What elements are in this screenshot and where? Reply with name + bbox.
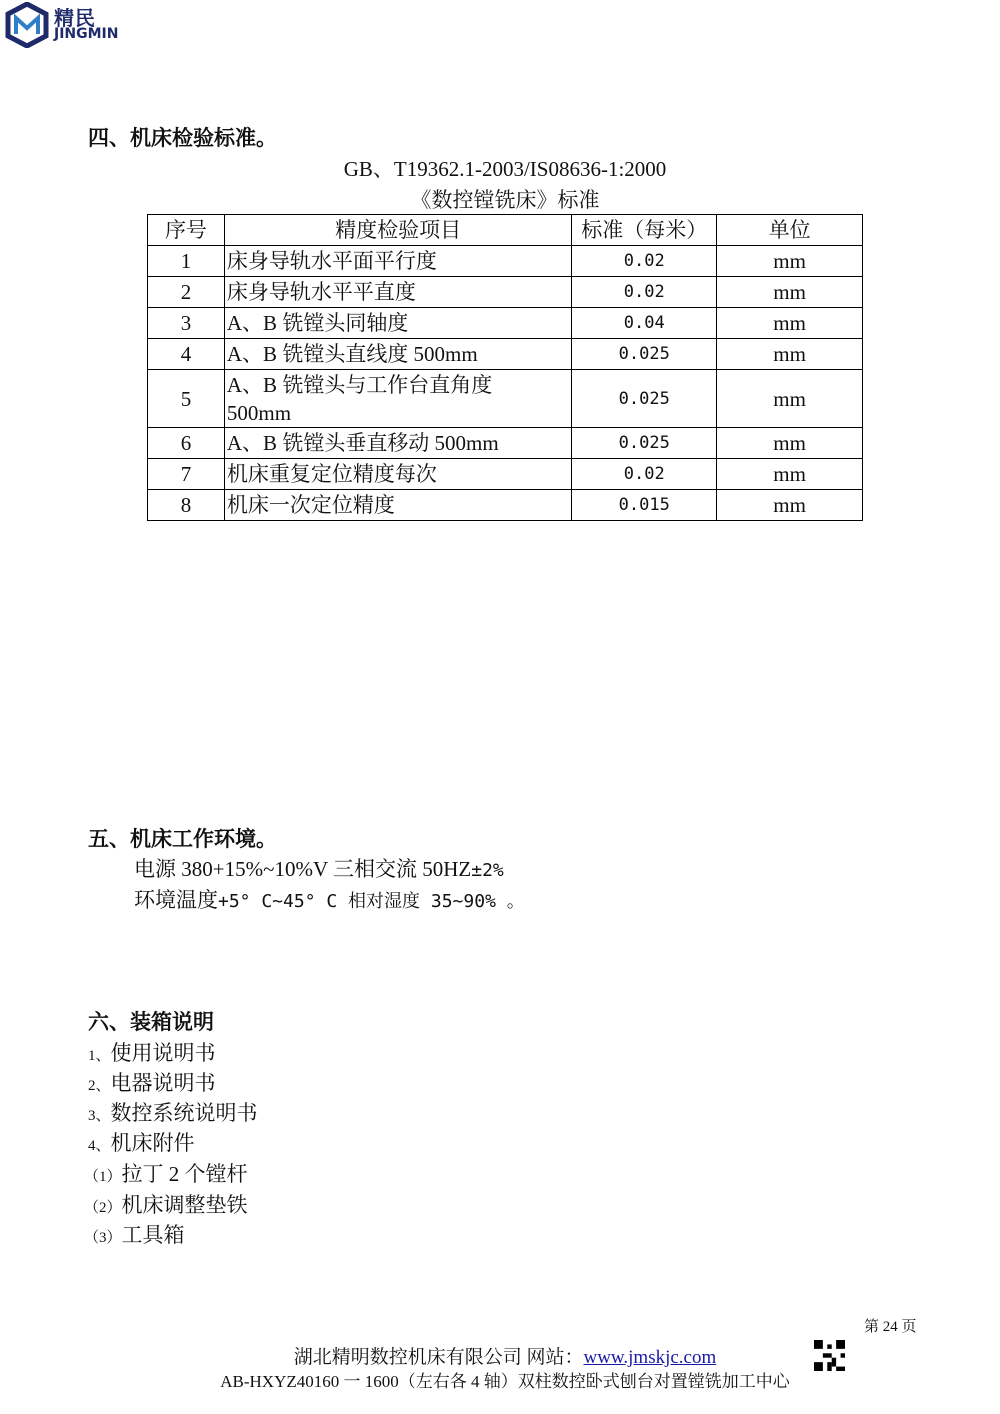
table-cell: 0.025: [572, 428, 717, 459]
table-cell: mm: [717, 246, 863, 277]
table-cell: 7: [148, 459, 225, 490]
table-cell: 2: [148, 277, 225, 308]
table-cell: 0.025: [572, 370, 717, 428]
table-row: [148, 277, 863, 308]
section5-title: 五、机床工作环境。: [88, 827, 277, 851]
table-cell: A、B 铣镗头同轴度: [224, 308, 571, 339]
table-row: [148, 339, 863, 370]
section6-title: 六、装箱说明: [88, 1010, 214, 1034]
table-cell: 床身导轨水平平直度: [224, 277, 571, 308]
table-cell: 4: [148, 339, 225, 370]
table-cell: mm: [717, 277, 863, 308]
table-row: [148, 308, 863, 339]
table-row: [148, 370, 863, 428]
table-cell: mm: [717, 339, 863, 370]
table-cell: 床身导轨水平面平行度: [224, 246, 571, 277]
list-text: 使用说明书: [110, 1041, 216, 1065]
list-item: [88, 1067, 216, 1097]
table-row: [148, 490, 863, 521]
section4-title: 四、机床检验标准。: [88, 126, 277, 150]
power-spec: [134, 853, 504, 883]
logo-mark-icon: [4, 2, 50, 48]
table-cell: 机床重复定位精度每次: [224, 459, 571, 490]
list-item: [84, 1189, 248, 1219]
table-cell: 5: [148, 370, 225, 428]
list-number: （1）: [84, 1169, 122, 1185]
list-item: [88, 1097, 258, 1127]
inspection-table: [147, 214, 863, 521]
list-item: [84, 1219, 185, 1249]
table-cell: 机床一次定位精度: [224, 490, 571, 521]
table-header: 序号: [148, 215, 225, 246]
table-header: 单位: [717, 215, 863, 246]
table-cell: mm: [717, 428, 863, 459]
table-header-row: [148, 215, 863, 246]
list-number: （3）: [84, 1230, 122, 1246]
footer-company-line: [0, 1342, 1000, 1369]
logo-text-en: JINGMIN: [54, 26, 119, 42]
list-text: 拉丁 2 个镗杆: [121, 1162, 248, 1186]
table-header: 标准（每米）: [572, 215, 717, 246]
table-cell: A、B 铣镗头垂直移动 500mm: [224, 428, 571, 459]
table-cell: mm: [717, 308, 863, 339]
website-link[interactable]: www.jmskjc.com: [583, 1347, 717, 1368]
logo-text-cn: 精民: [54, 6, 96, 30]
list-item: [88, 1037, 216, 1067]
list-number: 2、: [88, 1078, 111, 1094]
list-number: 3、: [88, 1108, 111, 1124]
environment-values: +5° C~45° C 相对湿度 35~90% 。: [218, 891, 525, 912]
environment-label: 环境温度: [134, 888, 218, 912]
table-cell: 0.04: [572, 308, 717, 339]
table-cell-line: 500mm: [226, 400, 292, 425]
table-cell: 0.02: [572, 246, 717, 277]
table-cell: 0.025: [572, 339, 717, 370]
list-text: 工具箱: [121, 1223, 185, 1247]
environment-spec: [134, 884, 525, 914]
power-spec-text: 电源 380+15%~10%V 三相交流 50HZ: [134, 857, 472, 881]
list-text: 电器说明书: [110, 1071, 216, 1095]
list-item: [84, 1158, 248, 1188]
table-row: [148, 459, 863, 490]
list-text: 机床附件: [110, 1131, 195, 1155]
footer-model-line: AB-HXYZ40160 一 1600（左右各 4 轴）双柱数控卧式刨台对置镗铣加工中心: [220, 1372, 790, 1391]
page-number: 第 24 页: [864, 1319, 917, 1335]
table-cell: A、B 铣镗头直线度 500mm: [224, 339, 571, 370]
table-header: 精度检验项目: [224, 215, 571, 246]
table-cell: 1: [148, 246, 225, 277]
standard-name: 《数控镗铣床》标准: [410, 188, 600, 212]
table-row: [148, 246, 863, 277]
table-cell: 0.02: [572, 277, 717, 308]
table-cell: 0.02: [572, 459, 717, 490]
table-cell: mm: [717, 459, 863, 490]
table-cell: mm: [717, 490, 863, 521]
list-text: 机床调整垫铁: [121, 1193, 248, 1217]
list-number: 4、: [88, 1138, 111, 1154]
table-cell: 6: [148, 428, 225, 459]
list-text: 数控系统说明书: [110, 1101, 258, 1125]
company-name: 湖北精明数控机床有限公司 网站：: [293, 1347, 584, 1368]
table-cell: 8: [148, 490, 225, 521]
table-cell: 0.015: [572, 490, 717, 521]
list-item: [88, 1127, 195, 1157]
table-cell: mm: [717, 370, 863, 428]
power-tolerance: ±2%: [471, 860, 504, 881]
table-cell-line: A、B 铣镗头与工作台直角度: [226, 372, 493, 397]
list-number: （2）: [84, 1200, 122, 1216]
table-cell: 3: [148, 308, 225, 339]
table-cell: [224, 370, 571, 428]
standard-code: GB、T19362.1-2003/IS08636-1:2000: [343, 157, 667, 181]
table-row: [148, 428, 863, 459]
company-logo: [4, 2, 124, 48]
list-number: 1、: [88, 1048, 111, 1064]
